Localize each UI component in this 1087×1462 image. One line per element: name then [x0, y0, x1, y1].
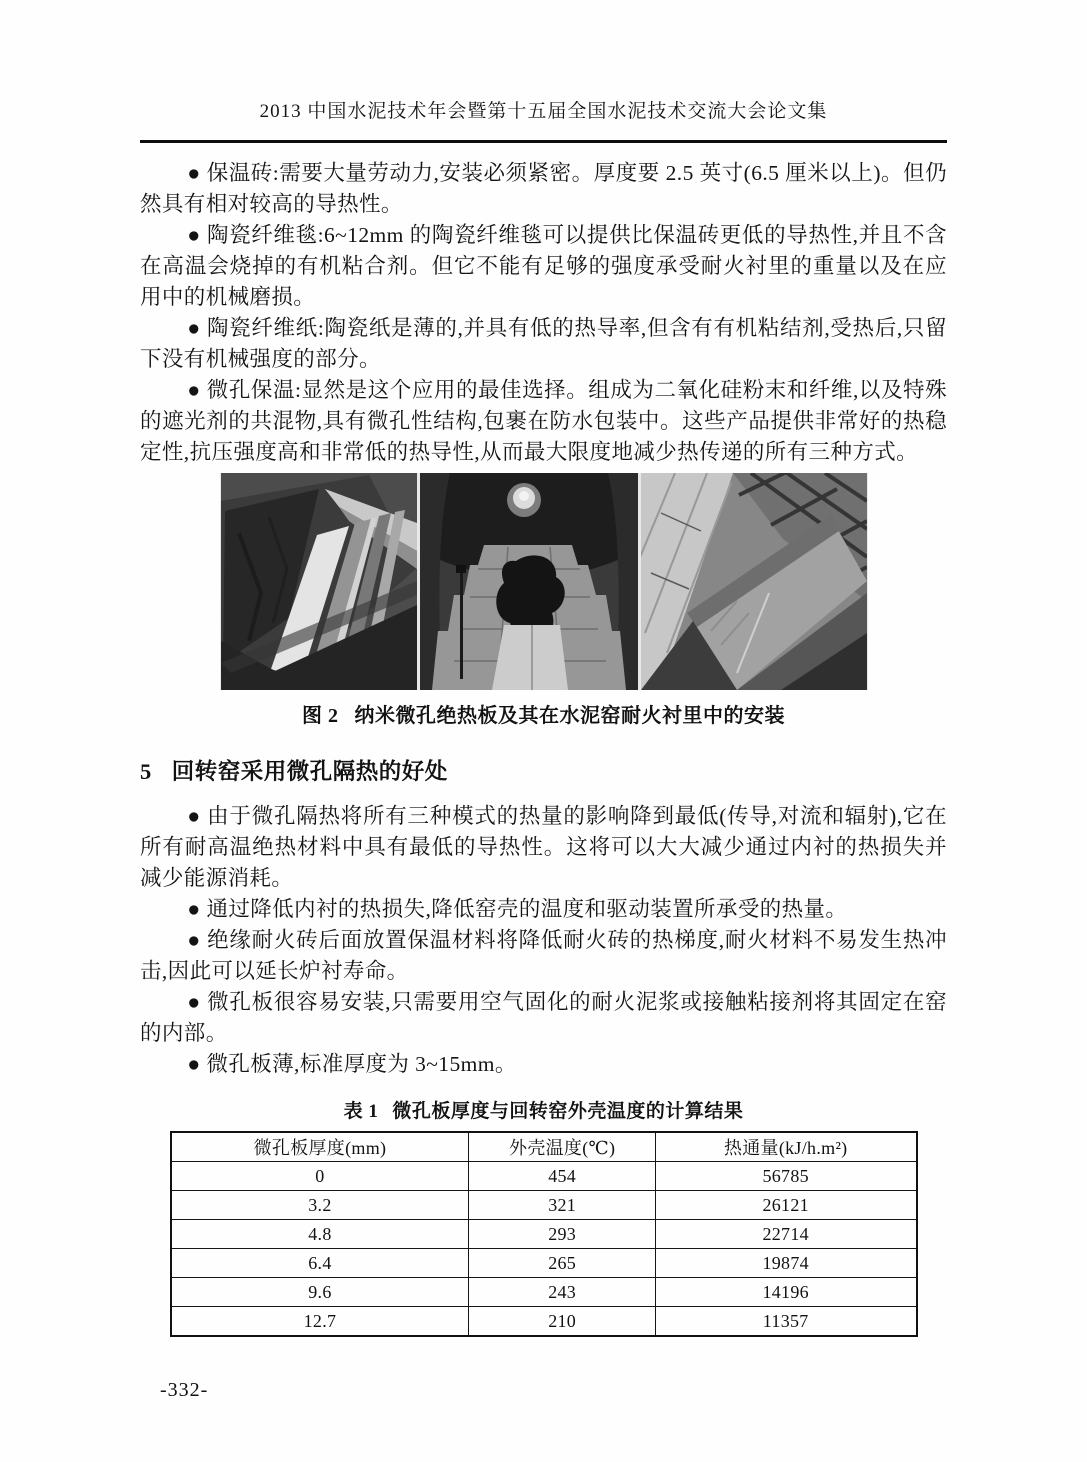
- cell-temperature: 321: [469, 1191, 656, 1220]
- paragraph-easy-installation: ● 微孔板很容易安装,只需要用空气固化的耐火泥浆或接触粘接剂将其固定在窑的内部。: [140, 990, 947, 1045]
- header-title: 2013 中国水泥技术年会暨第十五届全国水泥技术交流大会论文集: [259, 101, 828, 122]
- photo-brick-lining-image: [641, 473, 867, 690]
- cell-thickness: 9.6: [171, 1278, 469, 1307]
- photo-kiln-interior-image: [420, 473, 638, 690]
- cell-heat-flux: 56785: [655, 1162, 916, 1191]
- page-number: -332-: [160, 1379, 209, 1401]
- cell-heat-flux: 22714: [655, 1220, 916, 1249]
- benefit-paragraphs: [140, 801, 947, 1080]
- figure-caption: [140, 699, 947, 728]
- table-row: [171, 1220, 917, 1249]
- cell-thickness: 6.4: [171, 1249, 469, 1278]
- photo-panels-package-image: [221, 473, 417, 690]
- cell-temperature: 210: [469, 1307, 656, 1337]
- paragraph-panel-thickness: ● 微孔板薄,标准厚度为 3~15mm。: [187, 1052, 517, 1076]
- section-number: 5: [140, 759, 152, 784]
- table-caption-text: 微孔板厚度与回转窑外壳温度的计算结果: [392, 1101, 744, 1122]
- paragraph-microporous-insulation: ● 微孔保温:显然是这个应用的最佳选择。组成为二氧化硅粉末和纤维,以及特殊的遮光剂的共混物,具有微孔性结构,包裹在防水包装中。这些产品提供非常好的热稳定性,抗压强度高和非常低的热导性,从而最大限度地减少热传递的所有三种方式。: [140, 378, 947, 464]
- cell-temperature: 265: [469, 1249, 656, 1278]
- cell-temperature: 293: [469, 1220, 656, 1249]
- figure-2: [140, 473, 947, 728]
- paragraph-lowest-conductivity: ● 由于微孔隔热将所有三种模式的热量的影响降到最低(传导,对流和辐射),它在所有耐高温绝热材料中具有最低的导热性。这将可以大大减少通过内衬的热损失并减少能源消耗。: [140, 804, 947, 890]
- figure-caption-label: 图 2: [302, 705, 339, 727]
- column-header-thickness: 微孔板厚度(mm): [171, 1132, 469, 1162]
- table-row: [171, 1307, 917, 1337]
- cell-heat-flux: 14196: [655, 1278, 916, 1307]
- cell-heat-flux: 19874: [655, 1249, 916, 1278]
- cell-thickness: 0: [171, 1162, 469, 1191]
- table-caption: [140, 1096, 947, 1123]
- intro-paragraphs: [140, 158, 947, 468]
- cell-temperature: 243: [469, 1278, 656, 1307]
- section-heading: [140, 754, 947, 786]
- figure-caption-text: 纳米微孔绝热板及其在水泥窑耐火衬里中的安装: [354, 705, 785, 727]
- table-row: [171, 1162, 917, 1191]
- paragraph-lower-shell-temperature: ● 通过降低内衬的热损失,降低窑壳的温度和驱动装置所承受的热量。: [187, 897, 848, 921]
- column-header-heat-flux: 热通量(kJ/h.m²): [655, 1132, 916, 1162]
- table-caption-label: 表 1: [343, 1101, 379, 1122]
- header-rule: [140, 140, 947, 143]
- cell-temperature: 454: [469, 1162, 656, 1191]
- cell-thickness: 12.7: [171, 1307, 469, 1337]
- column-header-shell-temperature: 外壳温度(℃): [469, 1132, 656, 1162]
- table-row: [171, 1191, 917, 1220]
- paragraph-ceramic-fiber-paper: ● 陶瓷纤维纸:陶瓷纸是薄的,并具有低的热导率,但含有有机粘结剂,受热后,只留下没有机械强度的部分。: [140, 316, 947, 371]
- table-row: [171, 1249, 917, 1278]
- paragraph-thermal-gradient: ● 绝缘耐火砖后面放置保温材料将降低耐火砖的热梯度,耐火材料不易发生热冲击,因此可以延长炉衬寿命。: [140, 928, 947, 983]
- results-table: [170, 1131, 918, 1337]
- figure-photo-strip: [220, 473, 868, 690]
- paragraph-insulating-brick: ● 保温砖:需要大量劳动力,安装必须紧密。厚度要 2.5 英寸(6.5 厘米以上)。但仍然具有相对较高的导热性。: [140, 161, 947, 216]
- section-title: 回转窑采用微孔隔热的好处: [171, 759, 448, 784]
- cell-thickness: 4.8: [171, 1220, 469, 1249]
- cell-heat-flux: 26121: [655, 1191, 916, 1220]
- paragraph-ceramic-fiber-blanket: ● 陶瓷纤维毯:6~12mm 的陶瓷纤维毯可以提供比保温砖更低的导热性,并且不含在高温会烧掉的有机粘合剂。但它不能有足够的强度承受耐火衬里的重量以及在应用中的机械磨损。: [140, 223, 947, 309]
- cell-thickness: 3.2: [171, 1191, 469, 1220]
- cell-heat-flux: 11357: [655, 1307, 916, 1337]
- table-row: [171, 1278, 917, 1307]
- table-header-row: [171, 1132, 917, 1162]
